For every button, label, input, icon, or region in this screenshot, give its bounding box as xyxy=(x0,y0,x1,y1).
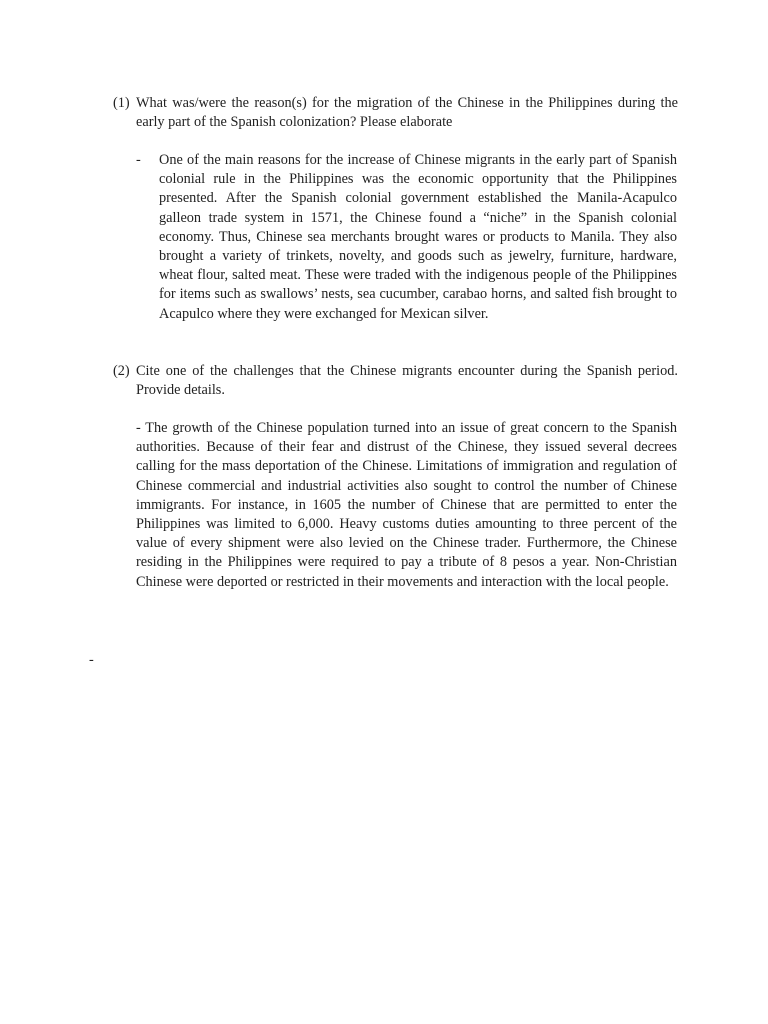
answer-bullet: - xyxy=(136,152,141,168)
question-number: (2) xyxy=(113,363,130,379)
question-text: What was/were the reason(s) for the migration of the Chinese in the Philippines during the early part of the Spanish colonization? Please elaborate xyxy=(136,95,678,131)
question-2 xyxy=(113,362,678,400)
question-number: (1) xyxy=(113,95,130,111)
answer-text: - The growth of the Chinese population turned into an issue of great concern to the Spanish authorities. Because of their fear and distrust of the Chinese, they issued several decrees calling for the mass deportation of the Chinese. Limitations of immigration and regulation of Chinese commercial and industrial activities also sought to control the number of Chinese immigrants. For instance, in 1605 the number of Chinese that are permitted to enter the Philippines was limited to 6,000. Heavy customs duties amounting to three percent of the value of every shipment were also levied on the Chinese trader. Furthermore, the Chinese residing in the Philippines were required to pay a tribute of 8 pesos a year. Non-Christian Chinese were deported or restricted in their movements and interaction with the local people. xyxy=(136,420,677,590)
question-1 xyxy=(113,94,678,132)
answer-1 xyxy=(136,151,677,324)
question-text: Cite one of the challenges that the Chinese migrants encounter during the Spanish period. Provide details. xyxy=(136,363,678,399)
trailing-dash: - xyxy=(89,652,94,668)
answer-text: One of the main reasons for the increase of Chinese migrants in the early part of Spanish colonial rule in the Philippines was the economic opportunity that the Philippines presented. After the Spanish colonial government established the Manila-Acapulco galleon trade system in 1571, the Chinese found a “niche” in the Spanish colonial economy. Thus, Chinese sea merchants brought wares or products to Manila. They also brought a variety of trinkets, novelty, and goods such as jewelry, furniture, hardware, wheat flour, salted meat. These were traded with the indigenous people of the Philippines for items such as swallows’ nests, sea cucumber, carabao horns, and salted fish brought to Acapulco where they were exchanged for Mexican silver. xyxy=(159,152,677,322)
answer-2 xyxy=(136,419,677,592)
